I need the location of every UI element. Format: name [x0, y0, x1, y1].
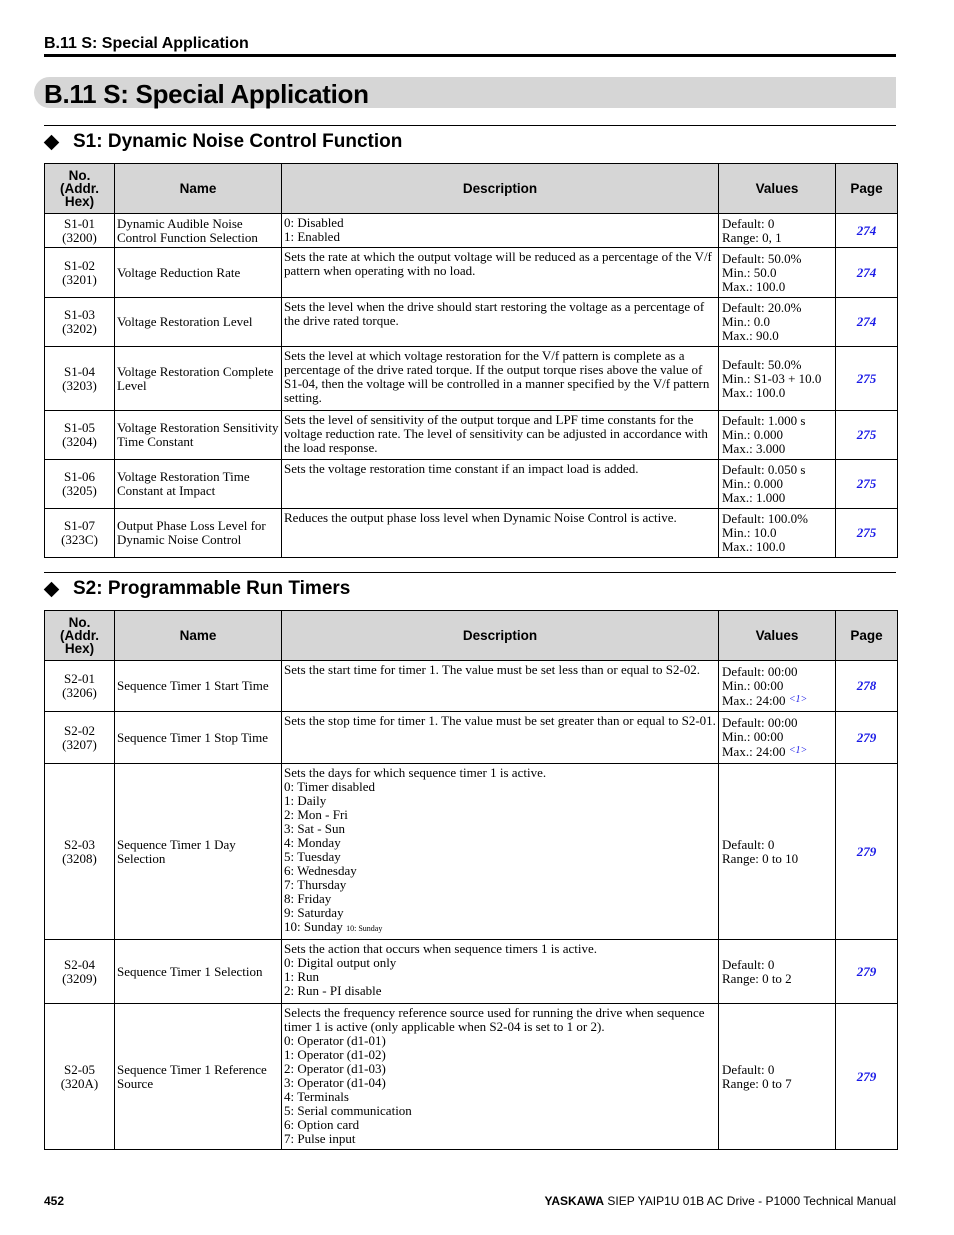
page-link[interactable]: 274: [836, 298, 898, 347]
param-description: Sets the rate at which the output voltage will be reduced as a percentage of the V/f pattern when operating with no load.: [282, 248, 719, 298]
footer-manual-title: [544, 1194, 896, 1208]
param-description: Sets the level at which voltage restoration for the V/f pattern is complete as a percentage of the drive rated torque. If the output torque rises above the value of S1-04, then the voltage will be controlled in a manner specified by the V/f pattern setting.: [282, 347, 719, 411]
param-number: S1-01 (3200): [45, 214, 115, 248]
param-name: Voltage Restoration Level: [115, 298, 282, 347]
s1-heading: [44, 131, 402, 153]
s1-parameter-table: [44, 163, 898, 558]
table-row: [45, 1004, 898, 1150]
table-row: [45, 764, 898, 940]
param-values: Default: 50.0% Min.: S1-03 + 10.0 Max.: 100.0: [719, 347, 836, 411]
page-link[interactable]: 279: [836, 764, 898, 940]
param-number: S2-04 (3209): [45, 940, 115, 1004]
param-name: Voltage Reduction Rate: [115, 248, 282, 298]
table-row: [45, 661, 898, 712]
param-description: Reduces the output phase loss level when Dynamic Noise Control is active.: [282, 509, 719, 558]
param-description: Selects the frequency reference source used for running the drive when sequence timer 1 is active (only applicable when S2-04 is set to 1 or 2). 0: Operator (d1-01) 1: Operator (d1-02) 2: Operator (d1-03) 3: Operator (d1-04) 4: Terminals 5: Serial communication 6: Option card 7: Pulse input: [282, 1004, 719, 1150]
param-values: Default: 00:00 Min.: 00:00 Max.: 24:00 $^{<1>}$: [719, 712, 836, 764]
param-name: Voltage Restoration Sensitivity Time Constant: [115, 411, 282, 460]
param-number: S2-03 (3208): [45, 764, 115, 940]
param-number: S2-01 (3206): [45, 661, 115, 712]
param-description: Sets the level of sensitivity of the output torque and LPF time constants for the voltage reduction rate. The level of sensitivity can be adjusted in accordance with the load response.: [282, 411, 719, 460]
page-link[interactable]: 279: [836, 1004, 898, 1150]
param-name: Sequence Timer 1 Reference Source: [115, 1004, 282, 1150]
param-values: Default: 00:00 Min.: 00:00 Max.: 24:00 $^{<1>}$: [719, 661, 836, 712]
param-description: Sets the level when the drive should start restoring the voltage as a percentage of the drive rated torque.: [282, 298, 719, 347]
column-header-description: Description: [282, 164, 719, 214]
column-header-no: No. (Addr. Hex): [45, 611, 115, 661]
table-row: [45, 214, 898, 248]
s2-parameter-table: [44, 610, 898, 1150]
header-rule: [44, 54, 896, 57]
param-name: Sequence Timer 1 Selection: [115, 940, 282, 1004]
param-number: S1-04 (3203): [45, 347, 115, 411]
param-name: Sequence Timer 1 Stop Time: [115, 712, 282, 764]
section-title: B.11 S: Special Application: [44, 79, 369, 109]
param-values: Default: 50.0% Min.: 50.0 Max.: 100.0: [719, 248, 836, 298]
page-link[interactable]: 279: [836, 712, 898, 764]
brand-name: YASKAWA: [544, 1194, 605, 1208]
param-description: Sets the days for which sequence timer 1 is active. 0: Timer disabled 1: Daily 2: Mon - Fri 3: Sat - Sun 4: Monday 5: Tuesday 6: Wednesday 7: Thursday 8: Friday 9: Saturday 10: Sunday 10: Sunday: [282, 764, 719, 940]
param-number: S1-02 (3201): [45, 248, 115, 298]
s2-heading: [44, 578, 350, 600]
table-row: [45, 248, 898, 298]
param-description: Sets the start time for timer 1. The value must be set less than or equal to S2-02.: [282, 661, 719, 712]
table-row: [45, 298, 898, 347]
param-values: Default: 0 Range: 0 to 7: [719, 1004, 836, 1150]
s1-heading-text: S1: Dynamic Noise Control Function: [73, 131, 403, 152]
s2-rule: [44, 572, 896, 573]
page-link[interactable]: 275: [836, 411, 898, 460]
param-name: Voltage Restoration Complete Level: [115, 347, 282, 411]
param-number: S2-05 (320A): [45, 1004, 115, 1150]
column-header-description: Description: [282, 611, 719, 661]
s1-rule: [44, 125, 896, 126]
page-link[interactable]: 274: [836, 248, 898, 298]
table-row: [45, 460, 898, 509]
param-description: Sets the voltage restoration time constant if an impact load is added.: [282, 460, 719, 509]
column-header-name: Name: [115, 164, 282, 214]
column-header-values: Values: [719, 164, 836, 214]
s2-heading-text: S2: Programmable Run Timers: [73, 578, 351, 599]
tiny-sunday-note: 10: Sunday: [346, 924, 383, 933]
param-values: Default: 1.000 s Min.: 0.000 Max.: 3.000: [719, 411, 836, 460]
table-row: [45, 712, 898, 764]
param-values: Default: 0 Range: 0, 1: [719, 214, 836, 248]
diamond-bullet-icon: [44, 581, 60, 597]
page-link[interactable]: 274: [836, 214, 898, 248]
table-row: [45, 347, 898, 411]
param-number: S1-06 (3205): [45, 460, 115, 509]
diamond-bullet-icon: [44, 134, 60, 150]
manual-name: SIEP YAIP1U 01B AC Drive - P1000 Technical Manual: [607, 1194, 896, 1208]
param-name: Voltage Restoration Time Constant at Impact: [115, 460, 282, 509]
footnote-link[interactable]: <1>: [788, 693, 808, 705]
param-number: S1-05 (3204): [45, 411, 115, 460]
param-number: S1-03 (3202): [45, 298, 115, 347]
page-link[interactable]: 275: [836, 509, 898, 558]
page-link[interactable]: 275: [836, 460, 898, 509]
column-header-name: Name: [115, 611, 282, 661]
param-values: Default: 0 Range: 0 to 2: [719, 940, 836, 1004]
running-header: B.11 S: Special Application: [44, 35, 249, 52]
table-row: [45, 940, 898, 1004]
column-header-page: Page: [836, 611, 898, 661]
param-values: Default: 0 Range: 0 to 10: [719, 764, 836, 940]
param-values: Default: 0.050 s Min.: 0.000 Max.: 1.000: [719, 460, 836, 509]
param-values: Default: 100.0% Min.: 10.0 Max.: 100.0: [719, 509, 836, 558]
page-link[interactable]: 279: [836, 940, 898, 1004]
param-name: Dynamic Audible Noise Control Function Selection: [115, 214, 282, 248]
param-description: 0: Disabled 1: Enabled: [282, 214, 719, 248]
column-header-page: Page: [836, 164, 898, 214]
page-number: 452: [44, 1194, 65, 1208]
table-row: [45, 411, 898, 460]
footnote-link[interactable]: <1>: [788, 745, 808, 756]
param-description: Sets the action that occurs when sequence timers 1 is active. 0: Digital output only 1: Run 2: Run - PI disable: [282, 940, 719, 1004]
param-values: Default: 20.0% Min.: 0.0 Max.: 90.0: [719, 298, 836, 347]
param-name: Sequence Timer 1 Day Selection: [115, 764, 282, 940]
param-name: Output Phase Loss Level for Dynamic Noise Control: [115, 509, 282, 558]
page-link[interactable]: 275: [836, 347, 898, 411]
param-number: S1-07 (323C): [45, 509, 115, 558]
page-link[interactable]: 278: [836, 661, 898, 712]
param-name: Sequence Timer 1 Start Time: [115, 661, 282, 712]
param-description: Sets the stop time for timer 1. The value must be set greater than or equal to S2-01.: [282, 712, 719, 764]
column-header-values: Values: [719, 611, 836, 661]
column-header-no: No. (Addr. Hex): [45, 164, 115, 214]
table-row: [45, 509, 898, 558]
param-number: S2-02 (3207): [45, 712, 115, 764]
